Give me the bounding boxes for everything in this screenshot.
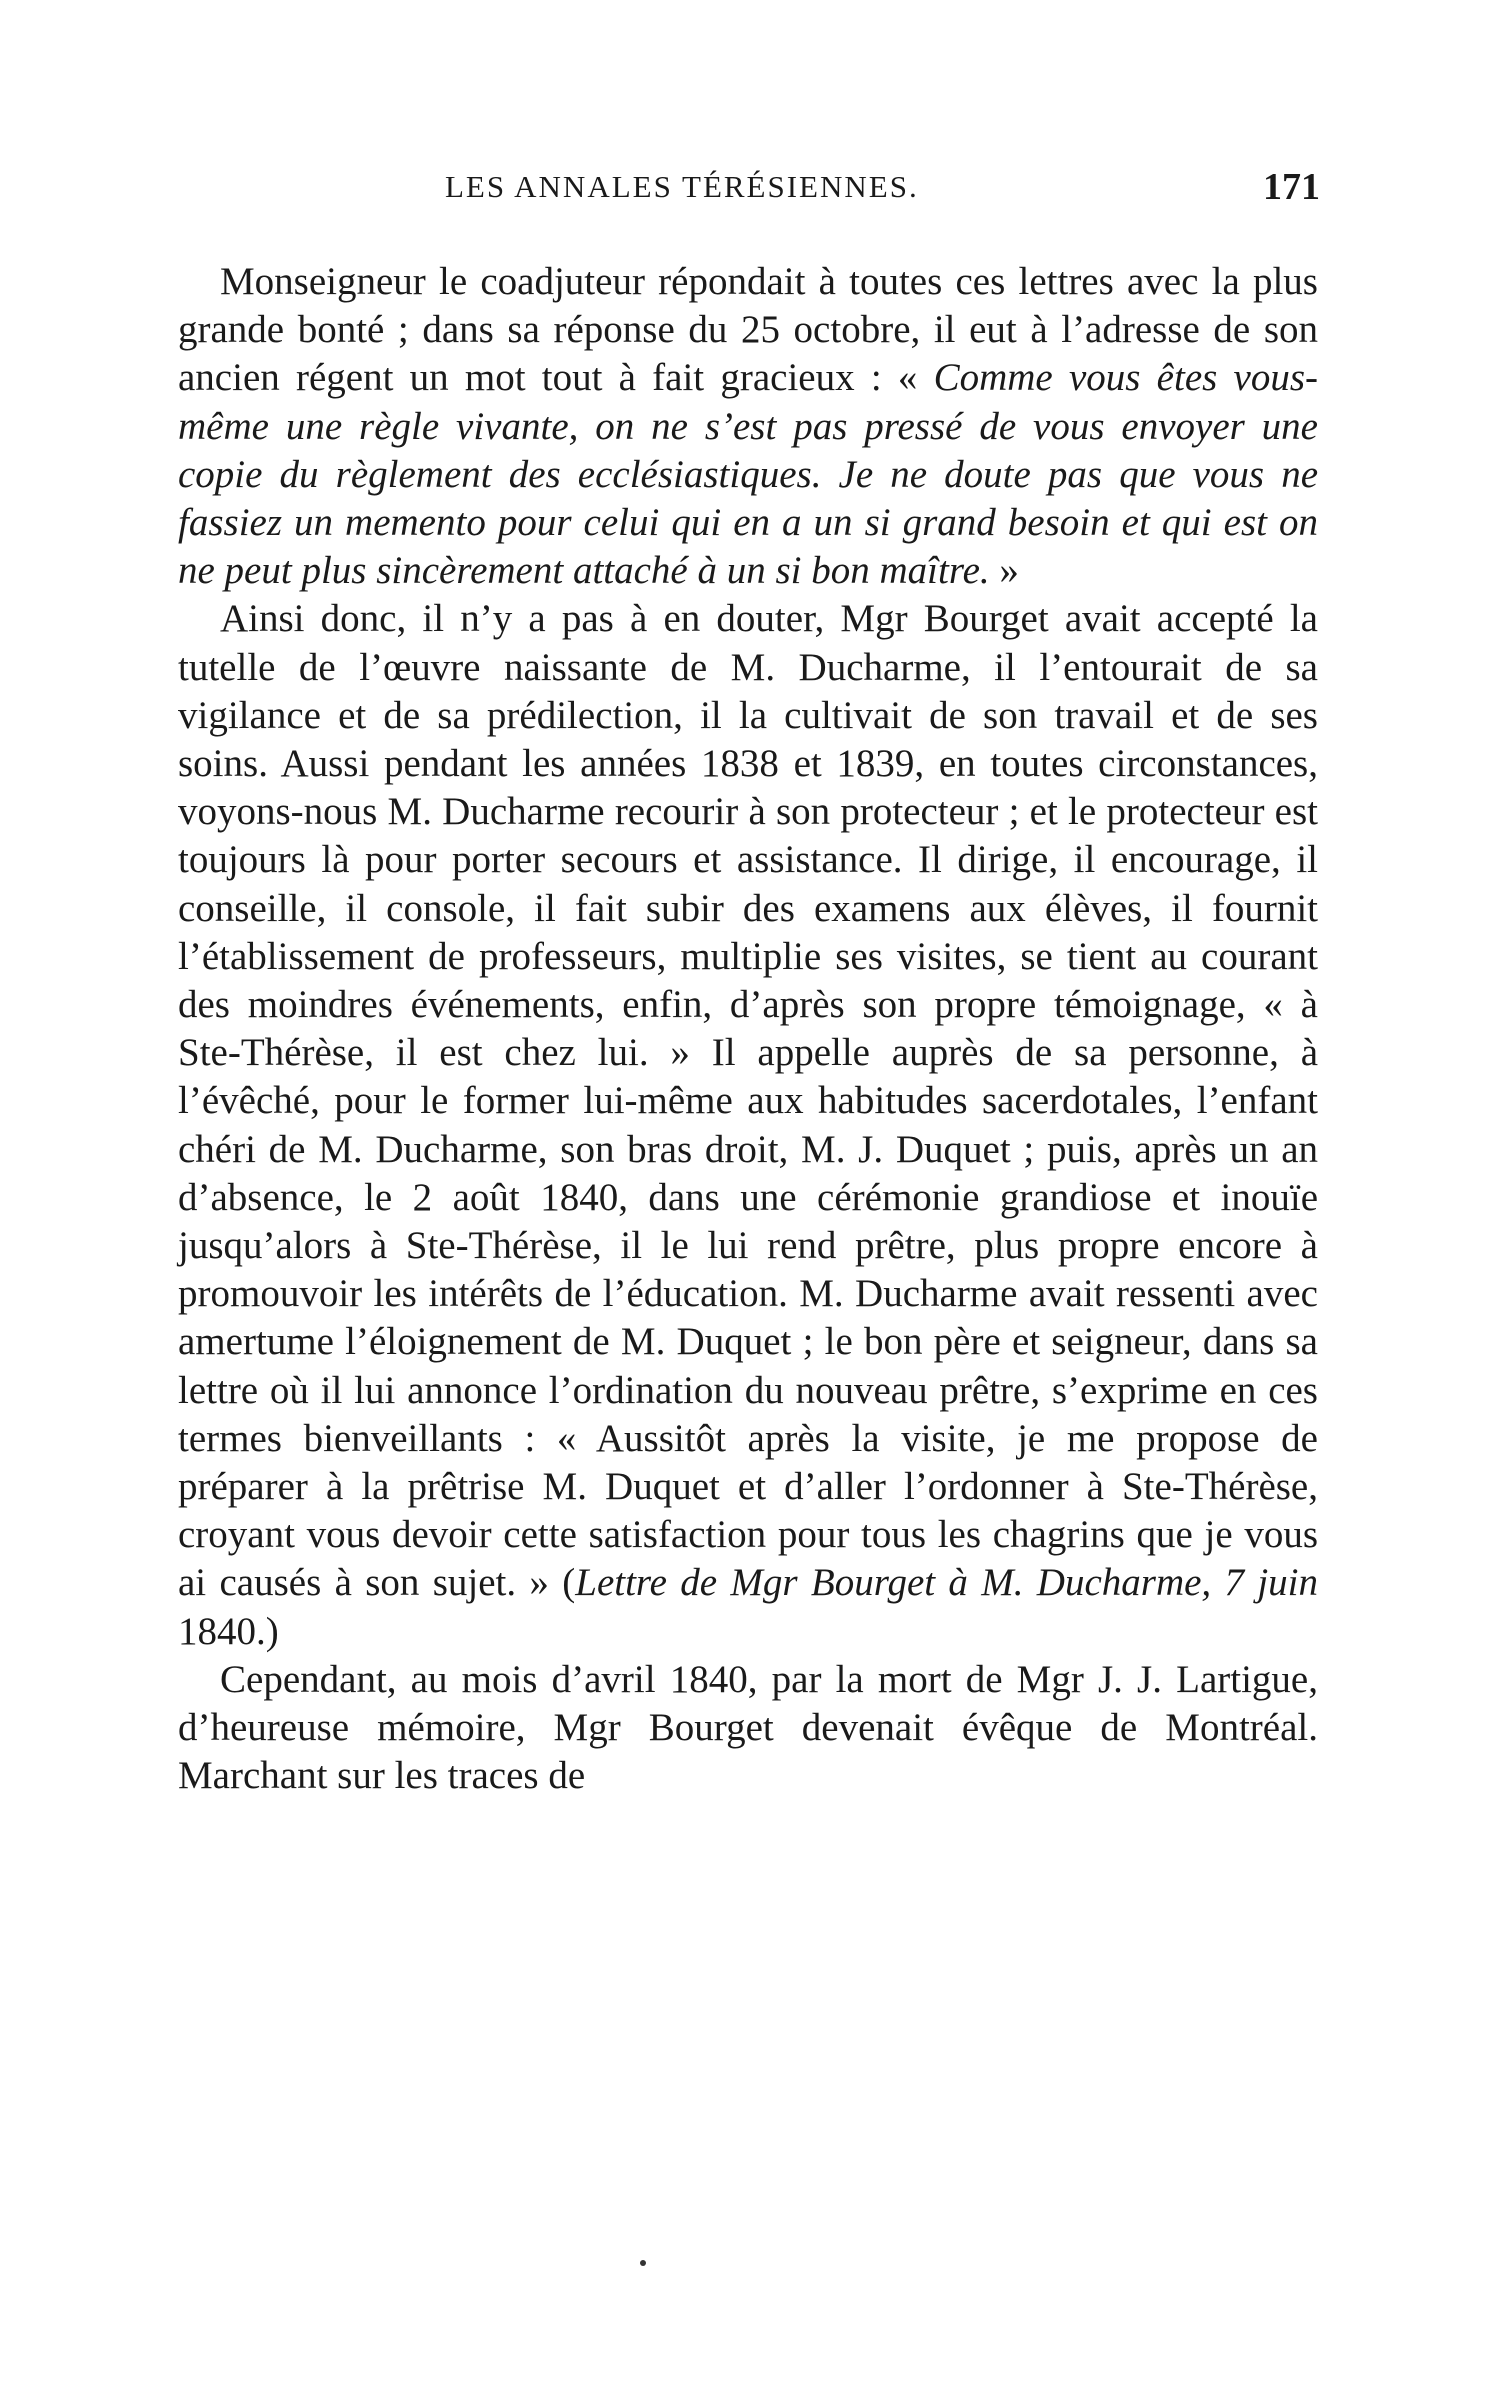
page-number: 171 <box>1263 166 1320 208</box>
paragraph-text: Cependant, au mois d’avril 1840, par la mort de Mgr J. J. Lartigue, d’heureuse mémoire, Mgr Bourget devenait évêque de Montréal. Marchant sur les traces de <box>178 1657 1318 1798</box>
footer-dot <box>640 2260 646 2266</box>
paragraph-text-end: » <box>989 549 1019 593</box>
paragraph-citation-italic: Lettre de Mgr Bourget à M. Ducharme, 7 juin <box>575 1561 1318 1605</box>
paragraph <box>178 258 1318 595</box>
running-head <box>175 162 1320 212</box>
paragraph-text-end: 1840.) <box>178 1609 279 1653</box>
paragraph <box>178 1656 1318 1801</box>
paragraph <box>178 595 1318 1655</box>
paragraph-quote-italic: Comme vous êtes vous-même une règle vivante, on ne s’est pas pressé de vous envoyer une copie du règlement des ecclésiastiques. Je ne doute pas que vous ne fassiez un memento pour celui qui en a un si grand besoin et qui est on ne peut plus sincèrement attaché à un si bon maître. <box>178 356 1318 593</box>
body-text <box>178 258 1318 1801</box>
paragraph-text: Ainsi donc, il n’y a pas à en douter, Mgr Bourget avait accepté la tutelle de l’œuvre naissante de M. Ducharme, il l’entourait de sa vigilance et de sa prédilection, il la cultivait de son travail et de ses soins. Aussi pendant les années 1838 et 1839, en toutes circonstances, voyons-nous M. Ducharme recourir à son protecteur ; et le protecteur est toujours là pour porter secours et assistance. Il dirige, il encourage, il conseille, il console, il fait subir des examens aux élèves, il fournit l’établissement de professeurs, multiplie ses visites, se tient au courant des moindres événements, enfin, d’après son propre témoignage, « à Ste-Thérèse, il est chez lui. » Il appelle auprès de sa personne, à l’évêché, pour le former lui-même aux habitudes sacerdotales, l’enfant chéri de M. Ducharme, son bras droit, M. J. Duquet ; puis, après un an d’absence, le 2 août 1840, dans une cérémonie grandiose et inouïe jusqu’alors à Ste-Thérèse, il le lui rend prêtre, plus propre encore à promouvoir les intérêts de l’éducation. M. Ducharme avait ressenti avec amertume l’éloignement de M. Duquet ; le bon père et seigneur, dans sa lettre où il lui annonce l’ordination du nouveau prêtre, s’exprime en ces termes bienveillants : « Aussitôt après la visite, je me propose de préparer à la prêtrise M. Duquet et d’aller l’ordonner à Ste-Thérèse, croyant vous devoir cette satisfaction pour tous les chagrins que je vous ai causés à son sujet. » ( <box>178 597 1318 1605</box>
paragraph-text: Monseigneur le coadjuteur répondait à toutes ces lettres avec la plus grande bonté ; dans sa réponse du 25 octobre, il eut à l’adresse de son ancien régent un mot tout à fait gracieux : « <box>178 260 1318 400</box>
running-title: LES ANNALES TÉRÉSIENNES. <box>445 169 919 204</box>
